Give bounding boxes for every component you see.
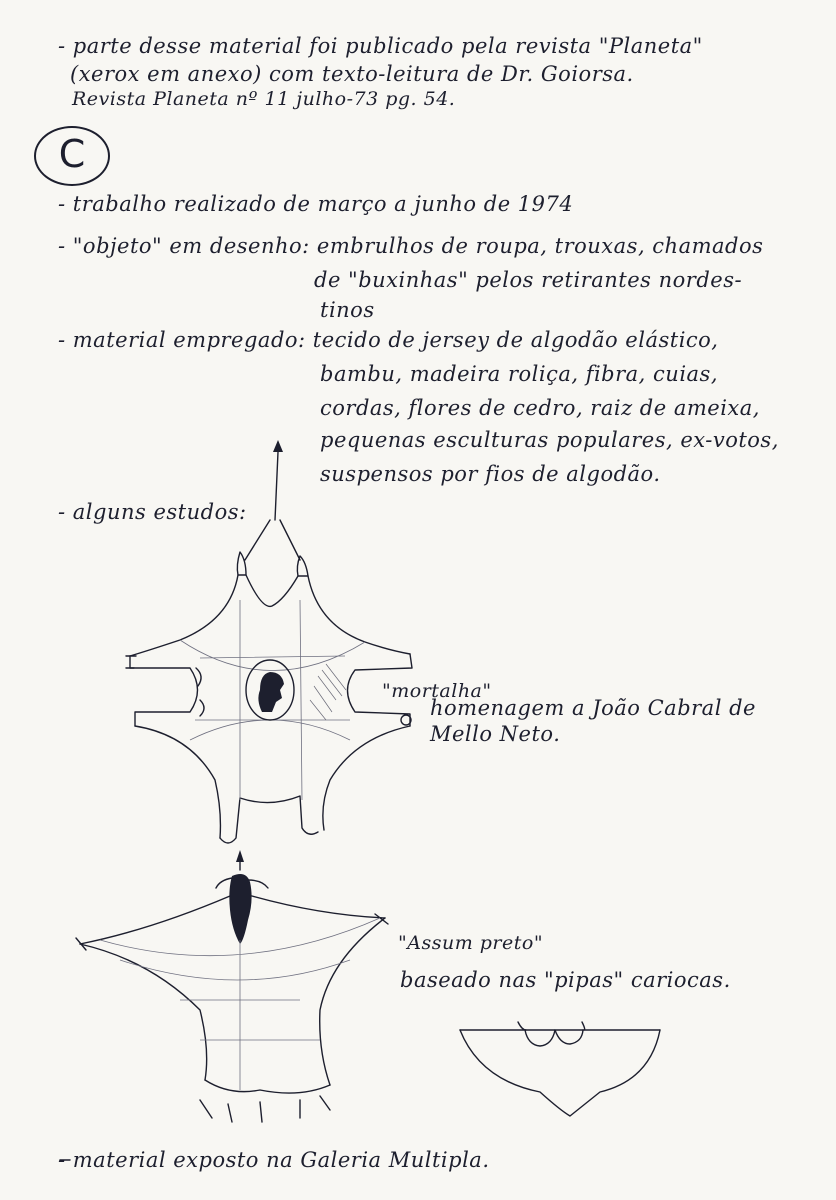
sketch-title: "mortalha": [382, 680, 492, 702]
assum-preto-sketch: [76, 850, 388, 1122]
note-line: - parte desse material foi publicado pela revista "Planeta": [58, 34, 703, 58]
note-line: de "buxinhas" pelos retirantes nordes-: [314, 268, 743, 292]
note-line: - alguns estudos:: [58, 500, 247, 524]
note-line: cordas, flores de cedro, raiz de ameixa,: [320, 396, 760, 420]
note-line: tinos: [320, 298, 375, 322]
sketch-title: "Assum preto": [398, 932, 544, 954]
mortalha-sketch: [126, 440, 412, 843]
kite-outline-sketch: [460, 1022, 660, 1116]
note-line: - material exposto na Galeria Multipla.: [58, 1148, 490, 1172]
sketch-caption: homenagem a João Cabral de: [430, 696, 756, 720]
note-line: - trabalho realizado de março a junho de 1974: [58, 192, 574, 216]
copyright-letter: C: [58, 132, 86, 176]
note-line: suspensos por fios de algodão.: [320, 462, 661, 486]
sketch-caption: Mello Neto.: [430, 722, 561, 746]
note-line: bambu, madeira roliça, fibra, cuias,: [320, 362, 719, 386]
note-line: - material empregado: tecido de jersey de algodão elástico,: [58, 328, 719, 352]
note-line: Revista Planeta nº 11 julho-73 pg. 54.: [72, 88, 456, 110]
note-line: - "objeto" em desenho: embrulhos de roupa, trouxas, chamados: [58, 234, 764, 258]
note-line: pequenas esculturas populares, ex-votos,: [320, 428, 779, 452]
sketch-caption: baseado nas "pipas" cariocas.: [400, 968, 731, 992]
note-line: (xerox em anexo) com texto-leitura de Dr. Goiorsa.: [70, 62, 634, 86]
